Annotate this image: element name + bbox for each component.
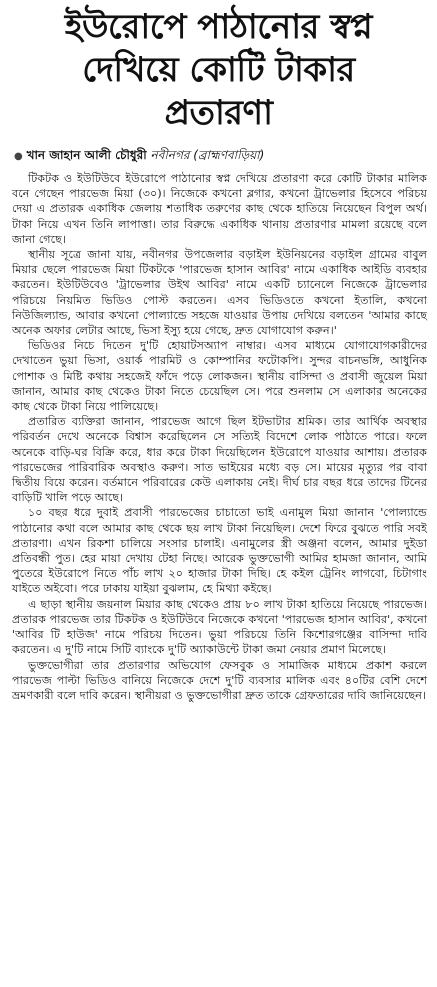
article-paragraph-2: স্থানীয় সূত্রে জানা যায়, নবীনগর উপজেলার বড়াইল ইউনিয়নের বড়াইল গ্রামের বাবুল মিয়ার ছেলে পারভেজ মিয়া টিকটকে 'পারভেজ হাসান আবির' নামে একাধিক আইডি ব্যবহার করতেন। ইউটিউবেও 'ট্রাভেলার উইথ আবির' নামে একটি চ্যানেলে নিজেকে ট্রাভেলার পরিচয়ে নিয়মিত ভিডিও পোস্ট করতেন। এসব ভিডিওতে কখনো ইতালি, কখনো নিউজিল্যান্ড, আবার কখনো পোল্যান্ডে সহজে যাওয়ার উপায় দেখিয়ে বলতেন 'আমার কাছে অনেক অফার লেটার আছে, ভিসা ইস্যু হয়ে গেছে, দ্রুত যোগাযোগ করুন।' [12,248,427,338]
article-paragraph-7: ভুক্তভোগীরা তার প্রতারণার অভিযোগ ফেসবুক ও সামাজিক মাধ্যমে প্রকাশ করলে পারভেজ পাল্টা ভিডিও বানিয়ে নিজেকে দেশে দু'টি ব্যবসার মালিক এবং ৪০টির বেশি দেশে ভ্রমণকারী বলে দাবি করেন। স্থানীয়রা ও ভুক্তভোগীরা দ্রুত তাকে গ্রেফতারের দাবি জানিয়েছেন। [12,658,427,702]
byline-author: খান জাহান আলী চৌধুরী [26,148,147,162]
byline [14,147,423,165]
article-body [12,171,427,703]
bullet-icon: ● [14,151,23,162]
headline-line-2: দেখিয়ে কোটি টাকার [82,50,355,90]
article-paragraph-4: প্রতারিত ব্যক্তিরা জানান, পারভেজ আগে ছিল ইটভাটার শ্রমিক। তার আর্থিক অবস্থার পরিবর্তন দেখে অনেকে বিশ্বাস করেছিলেন সে সত্যিই বিদেশে লোক পাঠাতে পারে। ফলে অনেকে বাড়ি-ঘর বিক্রি করে, ধার করে টাকা দিয়েছিলেন ইউরোপে যাওয়ার আশায়। প্রতারক পারভেজের পারিবারিক অবস্থাও করুণ। সাত ভাইয়ের মধ্যে বড় সে। মায়ের মৃত্যুর পর বাবা দ্বিতীয় বিয়ে করেন। বর্তমানে পরিবারের কেউ এলাকায় নেই। দীর্ঘ চার বছর ধরে তাদের টিনের বাড়িটি খালি পড়ে আছে। [12,415,427,505]
byline-location: নবীনগর (ব্রাহ্মণবাড়িয়া) [150,148,265,162]
article-paragraph-3: ভিডিওর নিচে দিতেন দু'টি হোয়াটসঅ্যাপ নাম্বার। এসব মাধ্যমে যোগাযোগকারীদের দেখাতেন ভুয়া ভিসা, ওয়ার্ক পারমিট ও কোম্পানির ফটোকপি। সুন্দর বাচনভঙ্গি, আধুনিক পোশাক ও মিষ্টি কথায় সহজেই ফাঁদে পড়ে লোকজন। স্থানীয় বাসিন্দা ও প্রবাসী জুয়েল মিয়া জানান, আমার কাছ থেকেও টাকা নিতে চেয়েছিল সে। পরে শুনলাম সে এলাকার অনেকের কাছ থেকে টাকা নিয়ে পালিয়েছে। [12,339,427,414]
headline-line-3: প্রতারণা [164,93,273,133]
headline [8,6,429,135]
article-paragraph-5: ১০ বছর ধরে দুবাই প্রবাসী পারভেজের চাচাতো ভাই এনামুল মিয়া জানান 'পোল্যান্ডে পাঠানোর কথা বলে আমার কাছ থেকে ছয় লাখ টাকা নিয়েছিল। দেশে ফিরে বুঝতে পারি সবই প্রতারণা। এখন রিকশা চালিয়ে সংসার চালাই। এনামুলের স্ত্রী অঞ্জনা বলেন, আমার দুইডা প্রতিবন্ধী পুত। হের মায়া দেখায় টেহা নিছে। আরেক ভুক্তভোগী আমির হামজা জানান, আমি পুতেরে ইউরোপে নিতে পাঁচ লাখ ২০ হাজার টাকা দিছি। হে কইল ট্রেনিং লাগবো, চিটাগাং যাইতে অইবো। পরে ঢাকায় যাইয়া বুঝলাম, হে মিথ্যা কইছে। [12,506,427,596]
article-paragraph-1: টিকটক ও ইউটিউবে ইউরোপে পাঠানোর স্বপ্ন দেখিয়ে প্রতারণা করে কোটি টাকার মালিক বনে গেছেন পারভেজ মিয়া (৩০)। নিজেকে কখনো ব্লগার, কখনো ট্রাভেলার হিসেবে পরিচয় দেয়া এ প্রতারক একাধিক জেলায় শতাধিক তরুণের কাছ থেকে হাতিয়ে নিয়েছেন বিপুল অর্থ। টাকা নিয়ে এখন তিনি লাপাত্তা। তার বিরুদ্ধে একাধিক থানায় প্রতারণার মামলা রয়েছে বলে জানা গেছে। [12,172,427,246]
headline-line-1: ইউরোপে পাঠানোর স্বপ্ন [64,7,373,47]
article-paragraph-6: এ ছাড়া স্থানীয় জয়নাল মিয়ার কাছ থেকেও প্রায় ৮০ লাখ টাকা হাতিয়ে নিয়েছে পারভেজ। প্রতারক পারভেজ তার টিকটক ও ইউটিউবে নিজেকে কখনো 'পারভেজ হাসান আবির', কখনো 'আবির টি হাউজ' নামে পরিচয় দিতেন। ভুয়া পরিচয়ে তিনি কিশোরগঞ্জের বাসিন্দা দাবি করতেন। এ দু'টি নামে সিটি ব্যাংকে দু'টি অ্যাকাউন্টে টাকা জমা নেয়ার প্রমাণ মিলেছে। [12,597,427,657]
